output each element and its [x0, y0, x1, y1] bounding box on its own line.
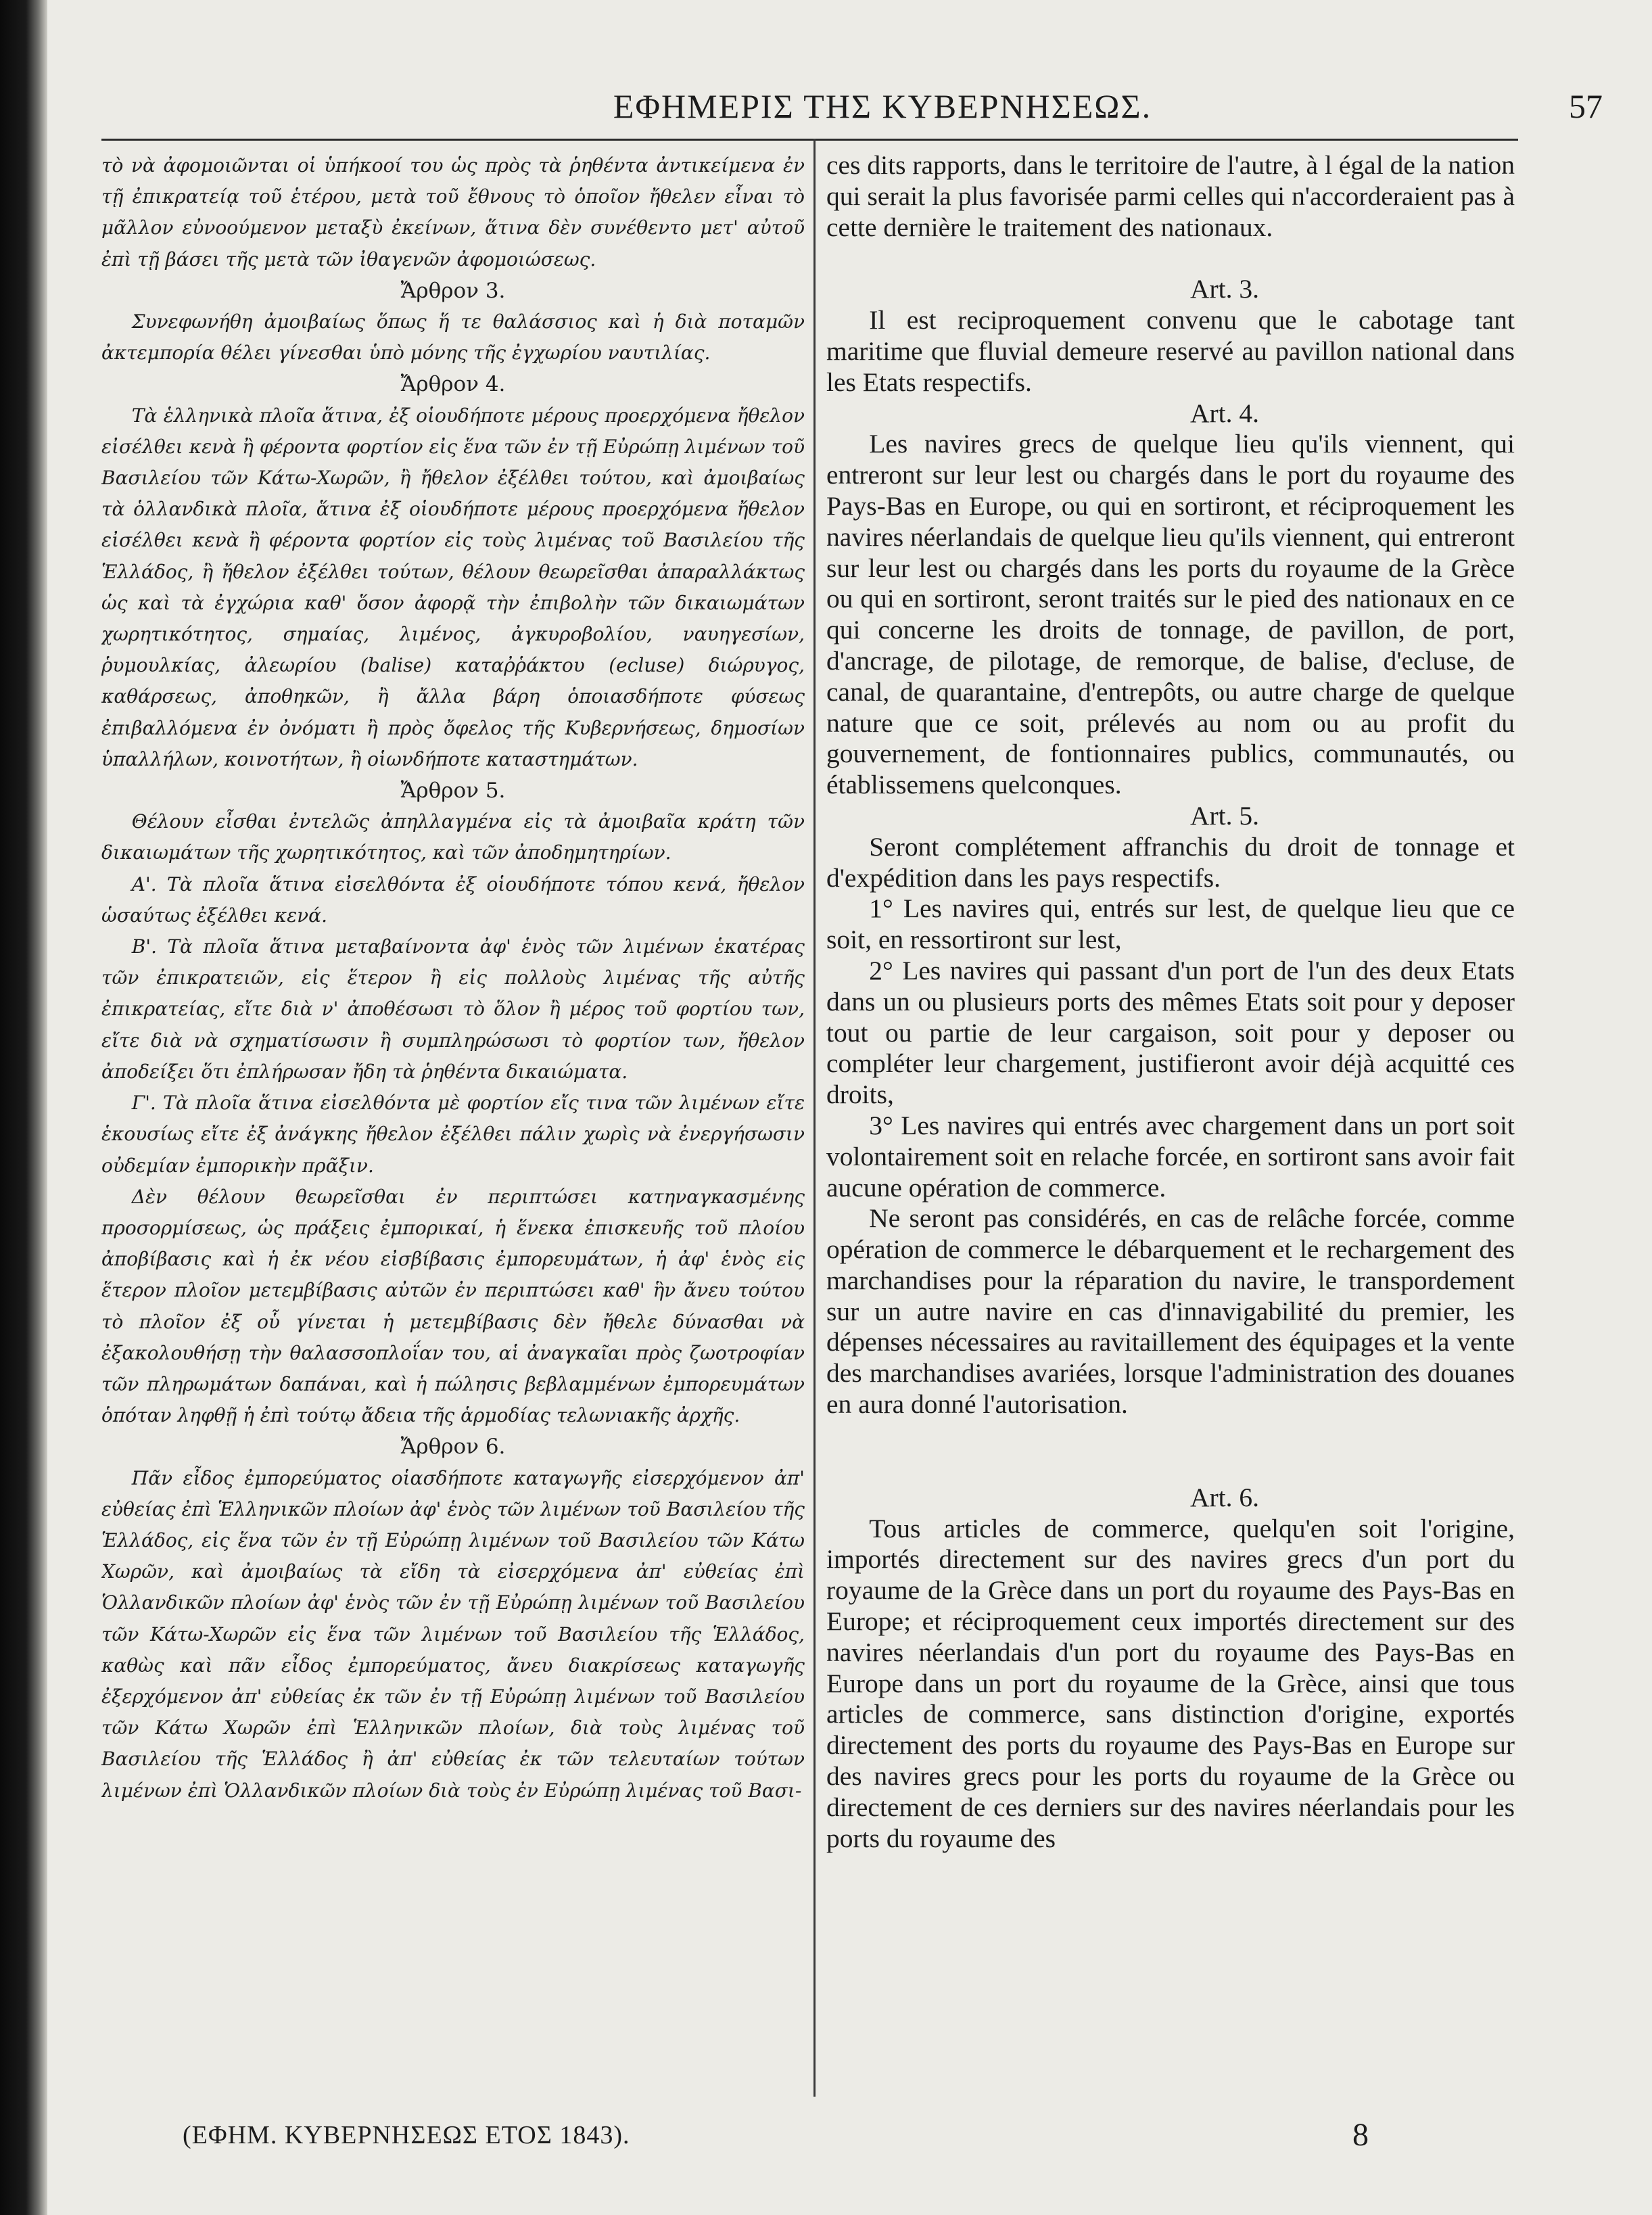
footer-sheet-number: 8 — [1352, 2117, 1369, 2153]
page-header — [101, 87, 1603, 134]
greek-article-6-text: Πᾶν εἶδος ἐμπορεύματος οἱασδήποτε καταγωγῆς εἰσερχόμενον ἀπ' εὐθείας ἐπὶ Ἑλληνικῶν πλοίων ἀφ' ἑνὸς τῶν λιμένων τοῦ Βασιλείου τῆς Ἑλλάδος, εἰς ἕνα τῶν ἐν τῇ Εὐρώπῃ λιμένων τοῦ Βασιλείου τῶν Κάτω Χωρῶν, καὶ ἀμοιβαίως τὰ εἴδη τὰ εἰσερχόμενα ἀπ' εὐθείας ἐπὶ Ὁλλανδικῶν πλοίων ἀφ' ἑνὸς τῶν ἐν τῇ Εὐρώπῃ λιμένων τοῦ Βασιλείου τῶν Κάτω-Χωρῶν εἰς ἕνα τῶν λιμένων τοῦ Βασιλείου τῆς Ἑλλάδος, καθὼς καὶ πᾶν εἶδος ἐμπορεύματος, ἄνευ διακρίσεως καταγωγῆς ἐξερχόμενον ἀπ' εὐθείας ἐκ τῶν ἐν τῇ Εὐρώπῃ λιμένων τοῦ Βασιλείου τῶν Κάτω Χωρῶν ἐπὶ Ἑλληνικῶν πλοίων, διὰ τοὺς λιμένας τοῦ Βασιλείου τῆς Ἑλλάδος ἢ ἀπ' εὐθείας ἐκ τῶν τελευταίων τούτων λιμένων ἐπὶ Ὁλλανδικῶν πλοίων διὰ τοὺς ἐν Εὐρώπῃ λιμένας τοῦ Βασι- — [101, 1466, 805, 1802]
greek-article-5-clause-b: Β'. Τὰ πλοῖα ἅτινα μεταβαίνοντα ἀφ' ἑνὸς τῶν λιμένων ἑκατέρας τῶν ἐπικρατειῶν, εἰς ἕτερον ἢ εἰς πολλοὺς λιμένας τῆς αὐτῆς ἐπικρατείας, εἴτε διὰ ν' ἀποθέσωσι τὸ ὅλον ἢ μέρος τοῦ φορτίου των, εἴτε διὰ νὰ σχηματίσωσιν ἢ συμπληρώσωσι τὸ φορτίον των, ἤθελον ἀποδείξει ὅτι ἐπλήρωσαν ἤδη τὰ ῥηθέντα δικαιώματα. — [101, 935, 805, 1083]
gazette-title: ΕΦΗΜΕΡΙΣ ΤΗΣ ΚΥΒΕΡΝΗΣΕΩΣ. — [613, 87, 1152, 125]
greek-article-5-clause-c: Γ'. Τὰ πλοῖα ἅτινα εἰσελθόντα μὲ φορτίον εἴς τινα τῶν λιμένων εἴτε ἑκουσίως εἴτε ἐξ ἀνάγκης ἤθελον ἐξέλθει πάλιν χωρὶς νὰ ἐνεργήσωσιν οὐδεμίαν ἐμπορικὴν πρᾶξιν. — [101, 1092, 805, 1177]
page-number: 57 — [1569, 87, 1603, 125]
french-paragraph: ces dits rapports, dans le territoire de l'autre, à l égal de la nation qui serait la plus favorisée parmi celles qui n'accorderaient pas à cette dernière le traitement des nationaux. — [826, 150, 1515, 242]
french-article-5-exception: Ne seront pas considérés, en cas de relâche forcée, comme opération de commerce le débarquement et le rechargement des marchandises pour la réparation du navire, le transpordement sur un autre navire en cas d'innavigabilité du premier, les dépenses nécessaires au ravitaillement des équipages et la vente des marchandises avariées, lorsque l'administration des douanes en aura donné l'autorisation. — [826, 1203, 1515, 1420]
greek-article-6-heading: Ἄρθρον 6. — [400, 1435, 506, 1460]
greek-article-5-clause-a: Α'. Τὰ πλοῖα ἅτινα εἰσελθόντα ἐξ οἱουδήποτε τόπου κενά, ἤθελον ὡσαύτως ἐξέλθει κενά. — [101, 872, 805, 927]
french-article-5-item-1: 1° Les navires qui, entrés sur lest, de quelque lieu que ce soit, en ressortiront sur lest, — [826, 893, 1515, 955]
page-footer — [101, 2117, 1521, 2161]
column-divider — [813, 139, 816, 2097]
greek-article-4-text: Τὰ ἑλληνικὰ πλοῖα ἅτινα, ἐξ οἱουδήποτε μέρους προερχόμενα ἤθελον εἰσέλθει κενὰ ἢ φέροντα φορτίον εἰς ἕνα τῶν ἐν τῇ Εὐρώπῃ λιμένων τοῦ Βασιλείου τῶν Κάτω-Χωρῶν, ἢ ἤθελον ἐξέλθει τούτου, καὶ ἀμοιβαίως τὰ ὁλλανδικὰ πλοῖα, ἅτινα ἐξ οἱουδήποτε μέρους προερχόμενα ἤθελον εἰσέλθει κενὰ ἢ φέροντα φορτίον εἰς τοὺς λιμένας τοῦ Βασιλείου τῆς Ἑλλάδος, ἢ ἤθελον ἐξέλθει τούτων, θέλουν θεωρεῖσθαι ἀπαραλλάκτως ὡς καὶ τὰ ἐγχώρια καθ' ὅσον ἀφορᾷ τὴν ἐπιβολὴν τῶν δικαιωμάτων χωρητικότητος, σημαίας, λιμένος, ἀγκυροβολίου, ναυηγεσίων, ῥυμουλκίας, ἀλεωρίου (balise) καταῤῥάκτου (ecluse) διώρυγος, καθάρσεως, ἀποθηκῶν, ἢ ἄλλα βάρη ὁποιασδήποτε φύσεως ἐπιβαλλόμενα ἐν ὀνόματι ἢ πρὸς ὄφελος τῆς Κυβερνήσεως, δημοσίων ὑπαλλήλων, κοινοτήτων, ἢ οἱωνδήποτε καταστημάτων. — [101, 404, 805, 770]
greek-column — [101, 150, 805, 2098]
greek-article-4-heading: Ἄρθρον 4. — [400, 372, 506, 397]
french-article-6-heading: Art. 6. — [1189, 1482, 1260, 1512]
french-column — [826, 150, 1515, 2098]
french-article-3-text: Il est reciproquement convenu que le cabotage tant maritime que fluvial demeure reservé au pavillon national dans les Etats respectifs. — [826, 305, 1515, 397]
greek-article-3-heading: Ἄρθρον 3. — [400, 278, 506, 303]
french-article-5-item-3: 3° Les navires qui entrés avec chargement dans un port soit volontairement soit en relache forcée, en sortiront sans avoir fait aucune opération de commerce. — [826, 1110, 1515, 1203]
greek-article-3-text: Συνεφωνήθη ἀμοιβαίως ὅπως ἥ τε θαλάσσιος καὶ ἡ διὰ ποταμῶν ἀκτεμπορία θέλει γίνεσθαι ὑπὸ μόνης τῆς ἐγχωρίου ναυτιλίας. — [101, 310, 805, 365]
book-binding-edge — [0, 0, 47, 2215]
french-article-5-text: Seront complétement affranchis du droit de tonnage et d'expédition dans les pays respectifs. — [826, 831, 1515, 893]
greek-article-5-heading: Ἄρθρον 5. — [400, 778, 506, 803]
greek-article-5-text: Θέλουν εἶσθαι ἐντελῶς ἀπηλλαγμένα εἰς τὰ ἀμοιβαῖα κράτη τῶν δικαιωμάτων τῆς χωρητικότητος, καὶ τῶν ἀποδημητηρίων. — [101, 810, 805, 864]
french-article-4-heading: Art. 4. — [1189, 398, 1260, 428]
footer-publication: (ΕΦΗΜ. ΚΥΒΕΡΝΗΣΕΩΣ ΕΤΟΣ 1843). — [183, 2121, 630, 2149]
greek-article-5-exception: Δὲν θέλουν θεωρεῖσθαι ἐν περιπτώσει κατηναγκασμένης προσορμίσεως, ὡς πράξεις ἐμπορικαί, ἡ ἕνεκα ἐπισκευῆς τοῦ πλοίου ἀποβίβασις καὶ ἡ ἐκ νέου εἰσβίβασις ἐμπορευμάτων, ἡ ἀφ' ἑνὸς εἰς ἕτερον πλοῖον μετεμβίβασις αὐτῶν ἐν περιπτώσει καθ' ἣν ἄνευ τούτου τὸ πλοῖον ἐξ οὗ γίνεται ἡ μετεμβίβασις δὲν ἤθελε δύνασθαι νὰ ἐξακολουθήσῃ τὴν θαλασσοπλοΐαν του, αἱ ἀναγκαῖαι πρὸς ζωοτροφίαν τῶν πληρωμάτων δαπάναι, καὶ ἡ πώλησις βεβλαμμένων ἐμπορευμάτων ὁπόταν ληφθῇ ἡ ἐπὶ τούτῳ ἄδεια τῆς ἁρμοδίας τελωνιακῆς ἀρχῆς. — [101, 1185, 805, 1427]
greek-paragraph: τὸ νὰ ἀφομοιῶνται οἱ ὑπήκοοί του ὡς πρὸς τὰ ῥηθέντα ἀντικείμενα ἐν τῇ ἐπικρατείᾳ τοῦ ἑτέρου, μετὰ τοῦ ἔθνους τὸ ὁποῖον ἤθελεν εἶναι τὸ μᾶλλον εὐνοούμενον μεταξὺ ἐκείνων, ἅτινα δὲν συνέθεντο μετ' αὐτοῦ ἐπὶ τῇ βάσει τῆς μετὰ τῶν ἰθαγενῶν ἀφομοιώσεως. — [101, 154, 805, 271]
french-article-6-text: Tous articles de commerce, quelqu'en soit l'origine, importés directement sur des navires grecs d'un port du royaume de la Grèce dans un port du royaume des Pays-Bas en Europe; et réciproquement ceux importés directement sur des navires néerlandais d'un port du royaume des Pays-Bas en Europe dans un port du royaume de la Grèce, ainsi que tous articles de commerce, sans distinction d'origine, exportés directement des ports du royaume des Pays-Bas en Europe sur des navires grecs pour les ports du royaume de la Grèce ou directement de ces derniers sur des navires néerlandais pour les ports du royaume des — [826, 1513, 1515, 1853]
header-rule — [101, 139, 1518, 141]
french-article-5-item-2: 2° Les navires qui passant d'un port de l'un des deux Etats dans un ou plusieurs ports des mêmes Etats soit pour y deposer tout ou partie de leur cargaison, soit pour y deposer ou compléter leur chargement, justifieront avoir déjà acquitté ces droits, — [826, 955, 1515, 1110]
french-article-5-heading: Art. 5. — [1189, 800, 1260, 831]
french-article-3-heading: Art. 3. — [1189, 274, 1260, 304]
french-article-4-text: Les navires grecs de quelque lieu qu'ils viennent, qui entreront sur leur lest ou chargés dans le port du royaume des Pays-Bas en Europe, ou qui en sortiront, et réciproquement les navires néerlandais de quelque lieu qu'ils viennent, qui entreront sur leur lest ou chargés dans les ports du royaume de la Grèce ou qui en sortiront, seront traités sur le pied des nationaux en ce qui concerne les droits de tonnage, de pavillon, de port, d'ancrage, de pilotage, de remorque, de balise, d'ecluse, de canal, de quarantaine, d'entrepôts, ou autre charge de quelque nature que ce soit, prélevés au nom ou au profit du gouvernement, de fontionnaires publics, communautés, ou établissemens quelconques. — [826, 429, 1515, 800]
